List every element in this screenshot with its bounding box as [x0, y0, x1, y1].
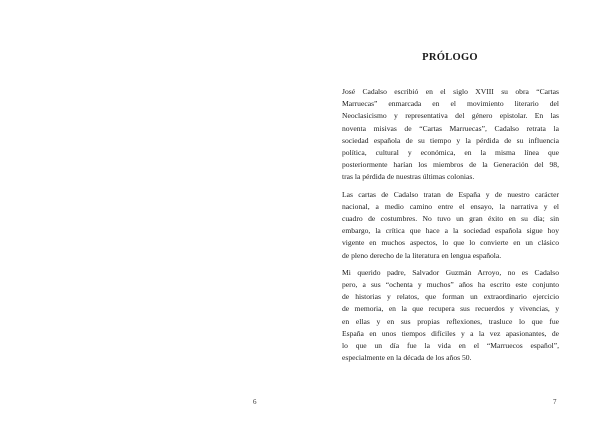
paragraph — [342, 189, 559, 262]
text-line: cuadro de costumbres. No tuvo un gran éxito en su día; sin — [342, 214, 559, 224]
chapter-title: PRÓLOGO — [422, 52, 478, 63]
text-line: Mi querido padre, Salvador Guzmán Arroyo, no es Cadalso — [342, 267, 559, 277]
text-line: pero, a sus “ochenta y muchos” años ha escrito este conjunto — [342, 280, 559, 290]
text-line: Neoclasicismo y representativa del género epistolar. En las — [342, 111, 559, 121]
paragraph — [342, 86, 559, 184]
prologue-body — [342, 86, 559, 369]
text-line: España en unos tiempos difíciles y a la vez apasionantes, de — [342, 328, 559, 338]
text-line: nacional, a medio camino entre el ensayo, la narrativa y el — [342, 201, 559, 211]
text-line: lo que un día fue la vida en el “Marruecos español”, — [342, 341, 559, 351]
text-line: embargo, la crítica que hace a la sociedad española sigue hoy — [342, 226, 559, 236]
text-line: de pleno derecho de la literatura en lengua española. — [342, 250, 502, 260]
text-line: Las cartas de Cadalso tratan de España y de nuestro carácter — [342, 189, 559, 199]
text-line: en ellas y en sus propias reflexiones, trasluce lo que fue — [342, 316, 559, 326]
text-line: tras la pérdida de nuestras últimas colonias. — [342, 172, 475, 182]
paragraph — [342, 267, 559, 365]
text-line: noventa misivas de “Cartas Marruecas”, Cadalso retrata la — [342, 123, 559, 133]
text-line: José Cadalso escribió en el siglo XVIII su obra “Cartas — [342, 87, 559, 96]
left-page-number: 6 — [253, 398, 257, 406]
text-line: política, cultural y económica, en la misma línea que — [342, 148, 559, 158]
text-line: de memoria, en la que recupera sus recuerdos y vivencias, y — [342, 304, 559, 314]
text-line: de historias y relatos, que forman un extraordinario ejercicio — [342, 292, 559, 302]
text-line: Marruecas” enmarcada en el movimiento literario del — [342, 99, 559, 109]
text-line: sociedad española de su tiempo y la pérdida de su influencia — [342, 135, 559, 145]
text-line: posteriormente harían los miembros de la Generación del 98, — [342, 160, 559, 170]
text-line: especialmente en la década de los años 50. — [342, 353, 472, 363]
right-page-number: 7 — [553, 398, 557, 406]
right-page — [300, 0, 600, 424]
text-line: vigente en muchos aspectos, lo que lo convierte en un clásico — [342, 238, 559, 248]
